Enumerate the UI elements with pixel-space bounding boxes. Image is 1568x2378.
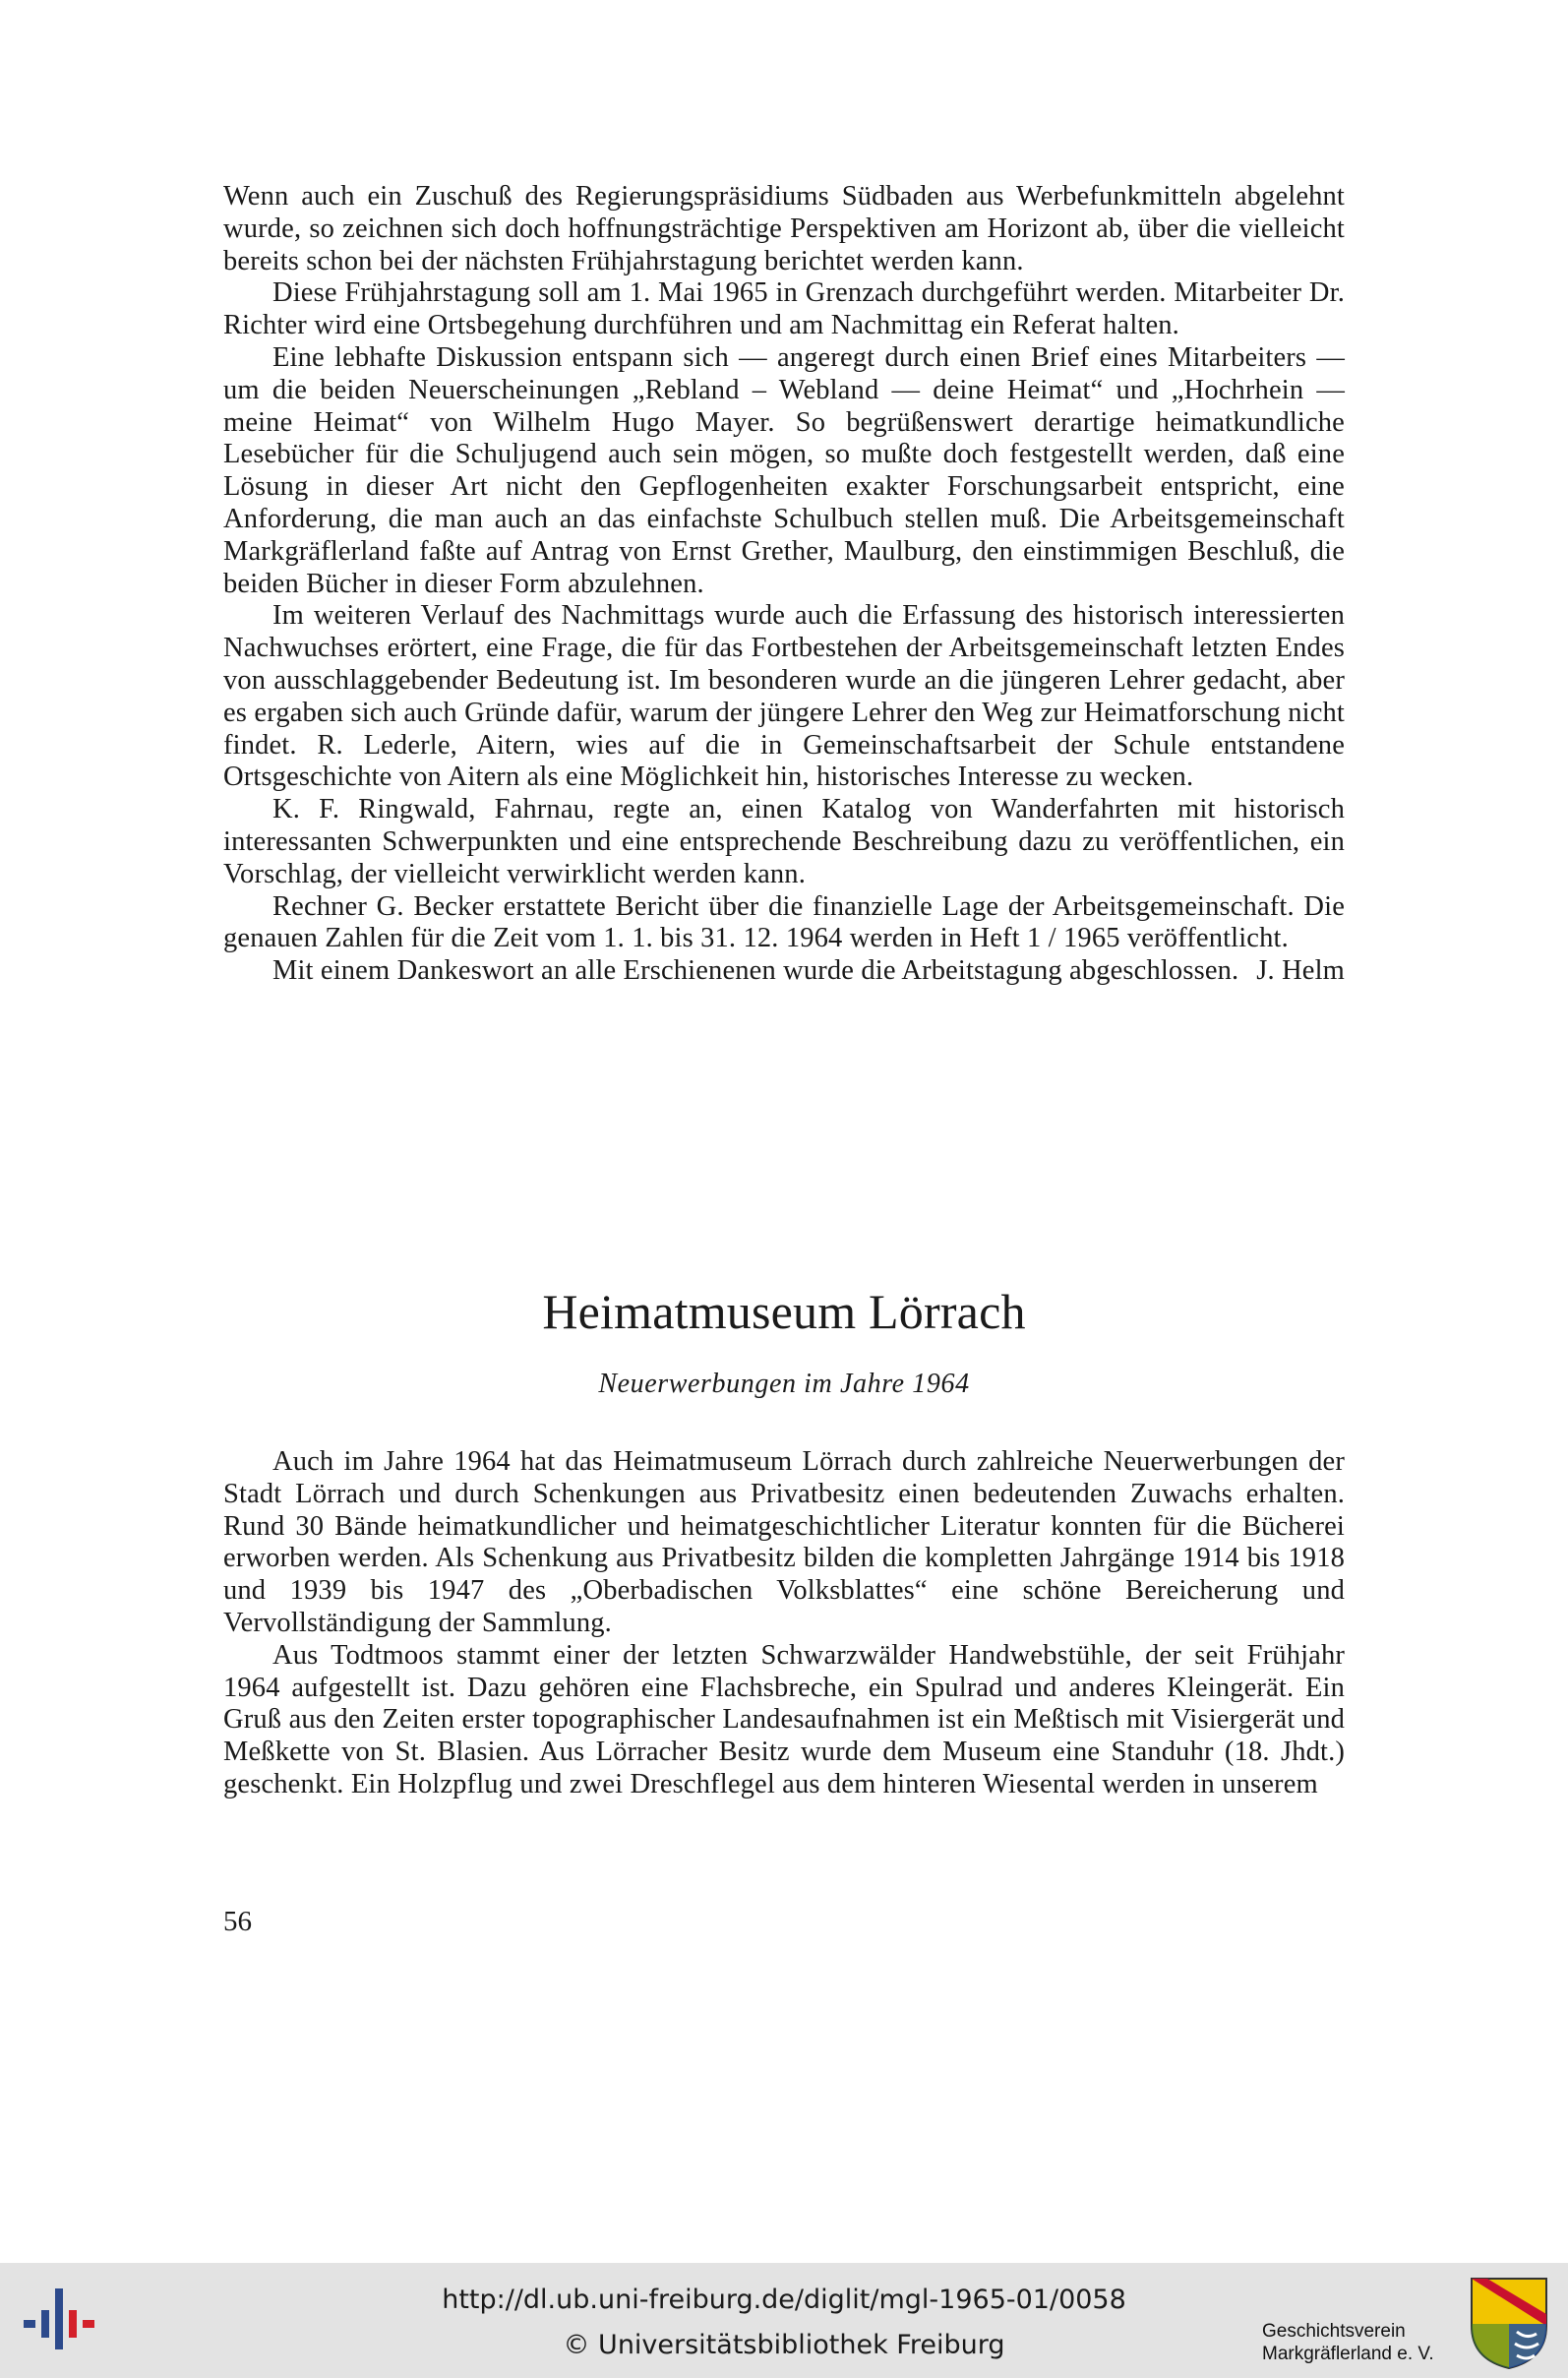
paragraph: K. F. Ringwald, Fahrnau, regte an, einen Katalog von Wanderfahrten mit historisch interessanten Schwerpunkten und eine entsprechende Beschreibung dazu zu veröffentlichen, ein Vorschlag, der vielleicht verwirklicht werden kann.: [223, 794, 1345, 889]
paragraph: Eine lebhafte Diskussion entspann sich — angeregt durch einen Brief eines Mitarbeiters — um die beiden Neuerscheinungen „Rebland – Webland — deine Heimat“ und „Hochrhein — meine Heimat“ von Wilhelm Hugo Mayer. So begrüßenswert derartige heimatkundliche Lesebücher für die Schuljugend auch sein mögen, so mußte doch festgestellt werden, daß eine Lösung in dieser Art nicht den Gepflogenheiten exakter Forschungsarbeit entspricht, eine Anforderung, die man auch an das einfachste Schulbuch stellen muß. Die Arbeitsgemeinschaft Markgräflerland faßte auf Antrag von Ernst Grether, Maulburg, den einstimmigen Beschluß, die beiden Bücher in dieser Form abzulehnen.: [223, 341, 1345, 599]
paragraph: Im weiteren Verlauf des Nachmittags wurde auch die Erfassung des historisch interessierten Nachwuchses erörtert, eine Frage, die für das Fortbestehen der Arbeitsgemeinschaft letzten Endes von ausschlaggebender Bedeutung ist. Im besonderen wurde an die jüngeren Lehrer gedacht, aber es ergaben sich auch Gründe dafür, warum der jüngere Lehrer den Weg zur Heimatforschung nicht findet. R. Lederle, Aitern, wies auf die in Gemeinschaftsarbeit der Schule entstandene Ortsgeschichte von Aitern als eine Möglichkeit hin, historisches Interesse zu wecken.: [223, 600, 1345, 793]
society-name: [1262, 2320, 1459, 2365]
paragraph: Diese Frühjahrstagung soll am 1. Mai 1965 in Grenzach durchgeführt werden. Mitarbeiter Dr. Richter wird eine Ortsbegehung durchführen und am Nachmittag ein Referat halten.: [223, 277, 1345, 341]
society-line: Markgräflerland e. V.: [1262, 2344, 1434, 2364]
museum-article: [223, 1446, 1345, 1801]
author-signature: J. Helm: [1256, 955, 1345, 987]
paragraph: Aus Todtmoos stammt einer der letzten Schwarzwälder Handwebstühle, der seit Frühjahr 1964 aufgestellt ist. Dazu gehören eine Flachsbreche, ein Spulrad und anderes Kleingerät. Ein Gruß aus den Zeiten erster topographischer Landesaufnahmen ist ein Meßtisch mit Visiergerät und Meßkette von St. Blasien. Aus Lörracher Besitz wurde dem Museum eine Standuhr (18. Jhdt.) geschenkt. Ein Holzpflug und zwei Dreschflegel aus dem hinteren Wiesental werden in unserem: [223, 1639, 1345, 1799]
report-continuation: [223, 181, 1345, 988]
copyright-notice: © Universitätsbibliothek Freiburg: [563, 2330, 1005, 2360]
society-line: Geschichtsverein: [1262, 2321, 1406, 2342]
section-subtitle: Neuerwerbungen im Jahre 1964: [598, 1369, 970, 1399]
coat-of-arms-icon: [1468, 2275, 1550, 2371]
closing-paragraph: [223, 955, 1345, 988]
paragraph: Wenn auch ein Zuschuß des Regierungspräsidiums Südbaden aus Werbefunkmitteln abgelehnt wurde, so zeichnen sich doch hoffnungsträchtige Perspektiven am Horizont ab, über die vielleicht bereits schon bei der nächsten Frühjahrstagung berichtet werden kann.: [223, 181, 1345, 276]
permalink-url[interactable]: http://dl.ub.uni-freiburg.de/diglit/mgl-1965-01/0058: [442, 2285, 1126, 2315]
paragraph: Rechner G. Becker erstattete Bericht über die finanzielle Lage der Arbeitsgemeinschaft. Die genauen Zahlen für die Zeit vom 1. 1. bis 31. 12. 1964 werden in Heft 1 / 1965 veröffentlicht.: [223, 890, 1345, 954]
paragraph: Auch im Jahre 1964 hat das Heimatmuseum Lörrach durch zahlreiche Neuerwerbungen der Stadt Lörrach und durch Schenkungen aus Privatbesitz einen bedeutenden Zuwachs erhalten. Rund 30 Bände heimatkundlicher und heimatgeschichtlicher Literatur konnten für die Bücherei erworben werden. Als Schenkung aus Privatbesitz bilden die kompletten Jahrgänge 1914 bis 1918 und 1939 bis 1947 des „Oberbadischen Volksblattes“ eine schöne Bereicherung und Vervollständigung der Sammlung.: [223, 1446, 1345, 1638]
closing-text: Mit einem Dankeswort an alle Erschienenen wurde die Arbeitstagung abgeschlossen.: [272, 955, 1239, 987]
library-footer: [0, 2263, 1568, 2378]
section-title: Heimatmuseum Lörrach: [542, 1284, 1026, 1339]
page-number: 56: [223, 1906, 252, 1937]
